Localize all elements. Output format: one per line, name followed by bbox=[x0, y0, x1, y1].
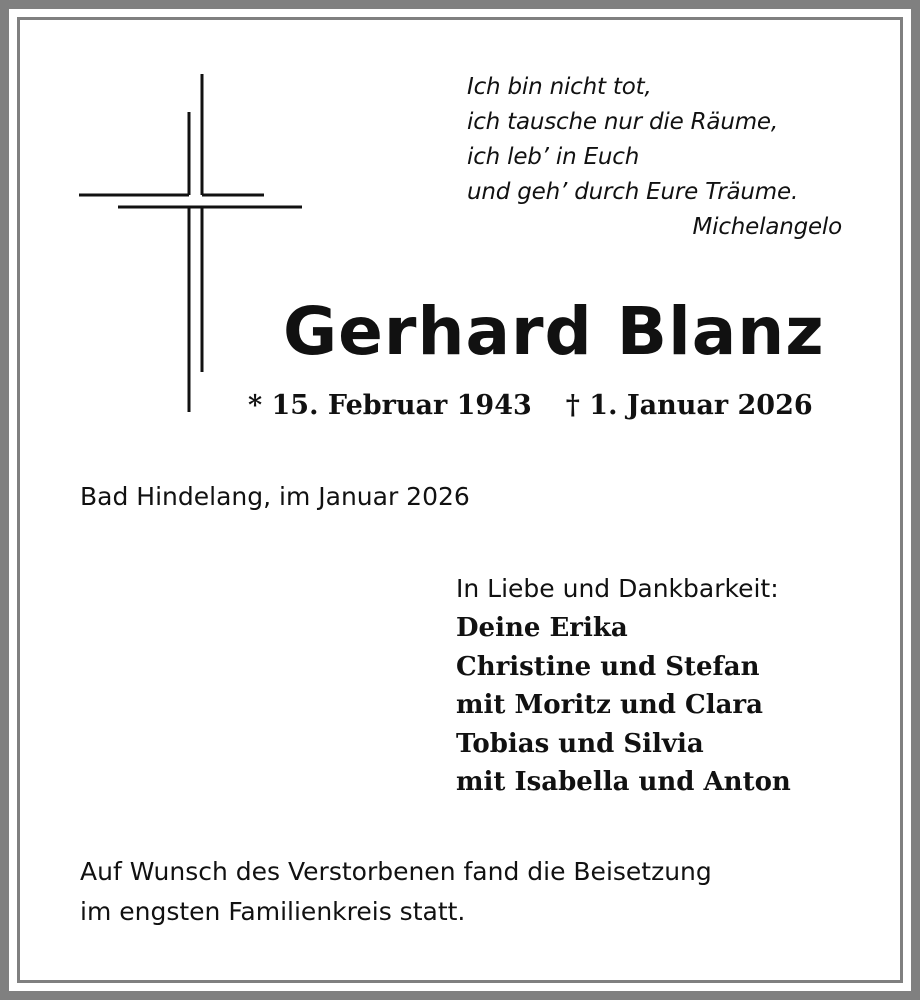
mourners-intro: In Liebe und Dankbarkeit: bbox=[456, 574, 779, 603]
quote-line: und geh’ durch Eure Träume. bbox=[467, 179, 799, 205]
memorial-quote bbox=[467, 70, 842, 245]
deceased-name: Gerhard Blanz bbox=[283, 293, 825, 370]
closing-note bbox=[80, 852, 850, 932]
mourner-line: Deine Erika bbox=[456, 613, 628, 643]
mourner-line: mit Moritz und Clara bbox=[456, 690, 763, 720]
quote-author: Michelangelo bbox=[692, 214, 842, 240]
death-date: † 1. Januar 2026 bbox=[565, 390, 813, 421]
mourner-line: Tobias und Silvia bbox=[456, 728, 704, 759]
place-and-date: Bad Hindelang, im Januar 2026 bbox=[80, 482, 470, 511]
closing-line: im engsten Familienkreis statt. bbox=[80, 897, 466, 926]
mourners-block bbox=[456, 569, 856, 802]
birth-date: * 15. Februar 1943 bbox=[248, 390, 532, 421]
quote-line: Ich bin nicht tot, bbox=[467, 74, 652, 100]
quote-line: ich tausche nur die Räume, bbox=[467, 109, 778, 135]
life-dates bbox=[248, 388, 848, 424]
closing-line: Auf Wunsch des Verstorbenen fand die Beisetzung bbox=[80, 857, 712, 886]
mourner-line: mit Isabella und Anton bbox=[456, 767, 791, 797]
quote-line: ich leb’ in Euch bbox=[467, 144, 640, 170]
mourner-line: Christine und Stefan bbox=[456, 651, 760, 682]
